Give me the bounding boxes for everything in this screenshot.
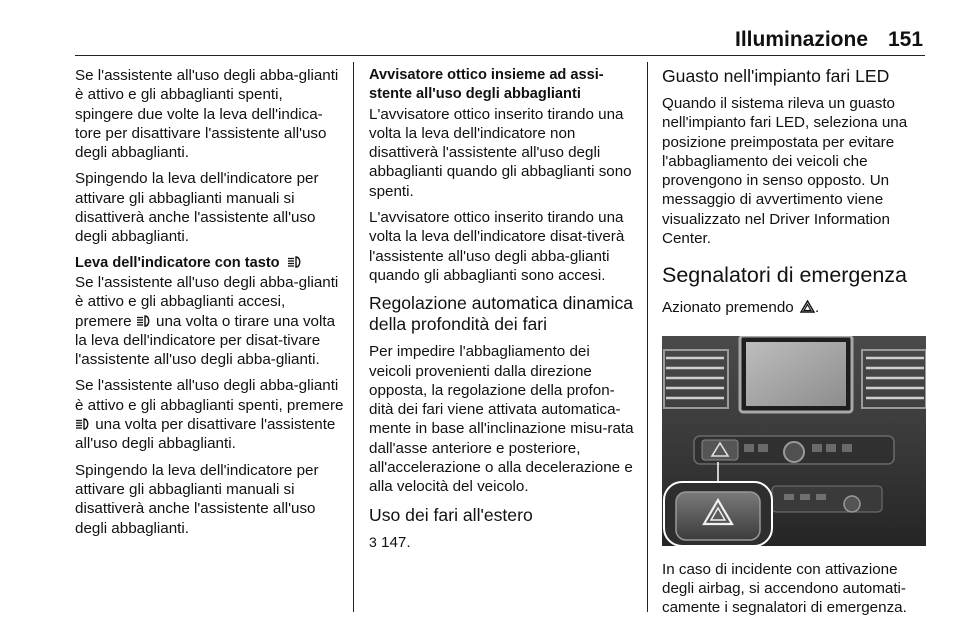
high-beam-icon xyxy=(75,418,91,430)
column-divider-2 xyxy=(647,62,648,612)
paragraph: Se l'assistente all'uso degli abba-glianti è attivo e gli abbaglianti spenti, premere una volta per disattivare l'assistente all'uso degli abbaglianti. xyxy=(75,377,344,453)
paragraph: Per impedire l'abbagliamento dei veicoli provenienti dalla direzione opposta, la regolazione della profon-dità dei fari viene attivata automatica-mente in base all'inclinazione misu-rata dall'asse anteriore e posteriore, all'accelerazione o alla decelerazione e alla velocità del veicolo. xyxy=(369,343,634,496)
column-divider-1 xyxy=(353,62,354,612)
dashboard-illustration xyxy=(662,336,926,546)
section-heading: Guasto nell'impianto fari LED xyxy=(662,66,890,86)
column-2 xyxy=(369,66,634,559)
page-number: 151 xyxy=(888,28,924,51)
hazard-warning-icon xyxy=(800,300,815,313)
paragraph: Se l'assistente all'uso degli abba-glianti è attivo e gli abbaglianti spenti, spingere due volte la leva dell'indica-tore per disattivare l'assistente all'uso degli abbaglianti. xyxy=(75,67,339,162)
high-beam-icon xyxy=(287,256,303,268)
section-heading: Regolazione automatica dinamica della profondità dei fari xyxy=(369,293,634,335)
paragraph: In caso di incidente con attivazione degli airbag, si accendono automati-camente i segnalatori di emergenza. xyxy=(662,560,907,617)
subheading: Avvisatore ottico insieme ad assi-stente all'uso degli abbaglianti xyxy=(369,67,604,103)
hazard-button-photo xyxy=(662,336,926,546)
page-reference: 3 147. xyxy=(369,533,411,551)
section-heading: Uso dei fari all'estero xyxy=(369,504,533,525)
paragraph: Azionato premendo . xyxy=(662,299,820,317)
paragraph: Quando il sistema rileva un guasto nell'impianto fari LED, seleziona una posizione preimpostata per evitare l'abbagliamento dei veicoli che provengono in senso opposto. Un messaggio di avvertimento viene visualizzato nel Driver Information Center. xyxy=(662,95,908,248)
paragraph: Spingendo la leva dell'indicatore per attivare gli abbaglianti manuali si disattiverà anche l'assistente all'uso degli abbaglianti. xyxy=(75,170,319,246)
high-beam-icon xyxy=(136,315,152,327)
header-rule xyxy=(75,55,925,56)
paragraph: Se l'assistente all'uso degli abba-glianti è attivo e gli abbaglianti accesi, premere una volta o tirare una volta la leva dell'indicatore per disat-tivare l'assistente all'uso degli abba-glianti. xyxy=(75,273,339,369)
chapter-heading: Segnalatori di emergenza xyxy=(662,263,908,288)
subheading: Leva dell'indicatore con tasto xyxy=(75,254,345,273)
paragraph: L'avvisatore ottico inserito tirando una volta la leva dell'indicatore non disattiverà l'assistente all'uso degli abbaglianti quando gli abbaglianti sono spenti. xyxy=(369,105,632,200)
paragraph: L'avvisatore ottico inserito tirando una volta la leva dell'indicatore disat-tiverà l'assistente all'uso degli abba-glianti quando gli abbaglianti sono accesi. xyxy=(369,209,625,284)
column-1 xyxy=(75,66,345,545)
page-reference-icon: 3 xyxy=(369,533,377,550)
column-3 xyxy=(662,66,927,625)
page-header-title: Illuminazione xyxy=(735,28,869,51)
paragraph: Spingendo la leva dell'indicatore per attivare gli abbaglianti manuali si disattiverà anche l'assistente all'uso degli abbaglianti. xyxy=(75,461,319,537)
